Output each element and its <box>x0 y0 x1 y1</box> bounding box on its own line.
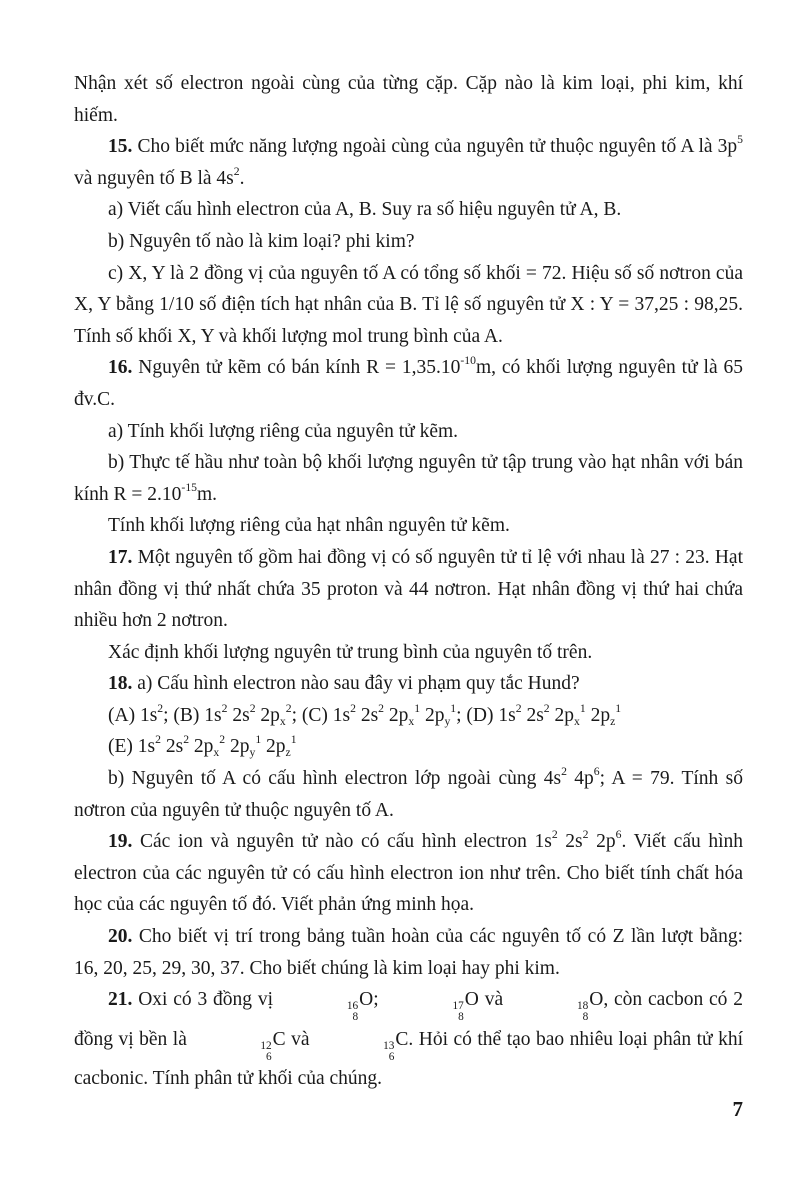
question-number: 19. <box>108 831 133 853</box>
question-19: 19. Các ion và nguyên tử nào có cấu hình electron $1s^2$ $2s^2$ $2p^6$. Viết cấu hình electron của các nguyên tử có cấu hình electron ion như trên. Cho biết tính chất hóa học của các nguyên tố đó. Viết phản ứng minh họa. <box>74 828 744 916</box>
question-16-c: Tính khối lượng riêng của hạt nhân nguyên tử kẽm. <box>108 515 510 537</box>
question-15-a: a) Viết cấu hình electron của A, B. Suy ra số hiệu nguyên tử A, B. <box>108 199 622 221</box>
isotope-c12: 12 6 C <box>260 1028 286 1064</box>
question-21: 21. Oxi có 3 đồng vị 16 8 O; 17 8 O và 18 8 O, còn cacbon có 2 đồng vị bền là 12 6 C và 13 6 C. Hỏi có thể tạo bao nhiêu loại phân tử khí cacbonic. Tính phân tử khối của chúng. <box>74 984 743 1095</box>
question-number: 21. <box>108 989 133 1011</box>
question-15-c: c) X, Y là 2 đồng vị của nguyên tố A có tổng số khối = 72. Hiệu số số nơtron của X, Y bằng 1/10 số điện tích hạt nhân của B. Tỉ lệ số nguyên tử X : Y = 37,25 : 98,25. Tính số khối X, Y và khối lượng mol trung bình của A. <box>74 262 743 347</box>
isotope-o16: 16 8 O <box>346 989 374 1024</box>
isotope-o18: 18 8 O <box>576 989 604 1024</box>
question-number: 15. <box>108 136 133 158</box>
question-number: 20. <box>108 926 133 948</box>
question-number: 18. <box>108 673 133 695</box>
question-18-b: b) Nguyên tố A có cấu hình electron lớp ngoài cùng $4s^2$ $4p^6$; A = 79. Tính số nơtron của nguyên tử thuộc nguyên tố A. <box>74 765 744 821</box>
question-18-options: (A) $1s^2$; (B) $1s^2$ $2s^2$ $2p_x^2$; (C) $1s^2$ $2s^2$ $2p_x^1$ $2p_y^1$; (D) $1s^2$ $2s^2$ $2p_x^1$ $2p_z^1$ <box>108 702 622 728</box>
isotope-o17: 17 8 O <box>452 989 479 1024</box>
question-18-option-e: (E) $1s^2$ $2s^2$ $2p_x^2$ $2p_y^1$ $2p_z^1$ <box>108 733 297 760</box>
isotope-c13: 13 6 C <box>383 1028 409 1064</box>
question-15-b: b) Nguyên tố nào là kim loại? phi kim? <box>108 230 415 252</box>
question-16-b: b) Thực tế hầu như toàn bộ khối lượng nguyên tử tập trung vào hạt nhân với bán kính $R = 2.10^{-15}m$. <box>74 452 743 505</box>
question-20: 20. Cho biết vị trí trong bảng tuần hoàn của các nguyên tố có Z lần lượt bằng: 16, 20, 25, 29, 30, 37. Cho biết chúng là kim loại hay phi kim. <box>74 926 743 979</box>
question-number: 17. <box>108 546 133 568</box>
question-16-a: a) Tính khối lượng riêng của nguyên tử kẽm. <box>108 420 459 442</box>
page-number: 7 <box>732 1097 743 1121</box>
question-number: 16. <box>108 357 133 379</box>
question-17-b: Xác định khối lượng nguyên tử trung bình của nguyên tố trên. <box>108 641 593 663</box>
question-16: 16. Nguyên tử kẽm có bán kính $R = 1,35.10^{-10}m$, có khối lượng nguyên tử là 65 đv.C. <box>74 354 743 410</box>
question-18: 18. a) Cấu hình electron nào sau đây vi phạm quy tắc Hund? <box>108 673 580 695</box>
question-17: 17. Một nguyên tố gồm hai đồng vị có số nguyên tử tỉ lệ với nhau là 27 : 23. Hạt nhân đồng vị thứ nhất chứa 35 proton và 44 nơtron. Hạt nhân đồng vị thứ hai chứa nhiều hơn 2 nơtron. <box>74 546 743 632</box>
question-15: 15. Cho biết mức năng lượng ngoài cùng của nguyên tử thuộc nguyên tố A là $3p^5$ và nguyên tố B là $4s^2$. <box>74 133 743 189</box>
intro-paragraph: Nhận xét số electron ngoài cùng của từng cặp. Cặp nào là kim loại, phi kim, khí hiếm. <box>74 73 743 126</box>
